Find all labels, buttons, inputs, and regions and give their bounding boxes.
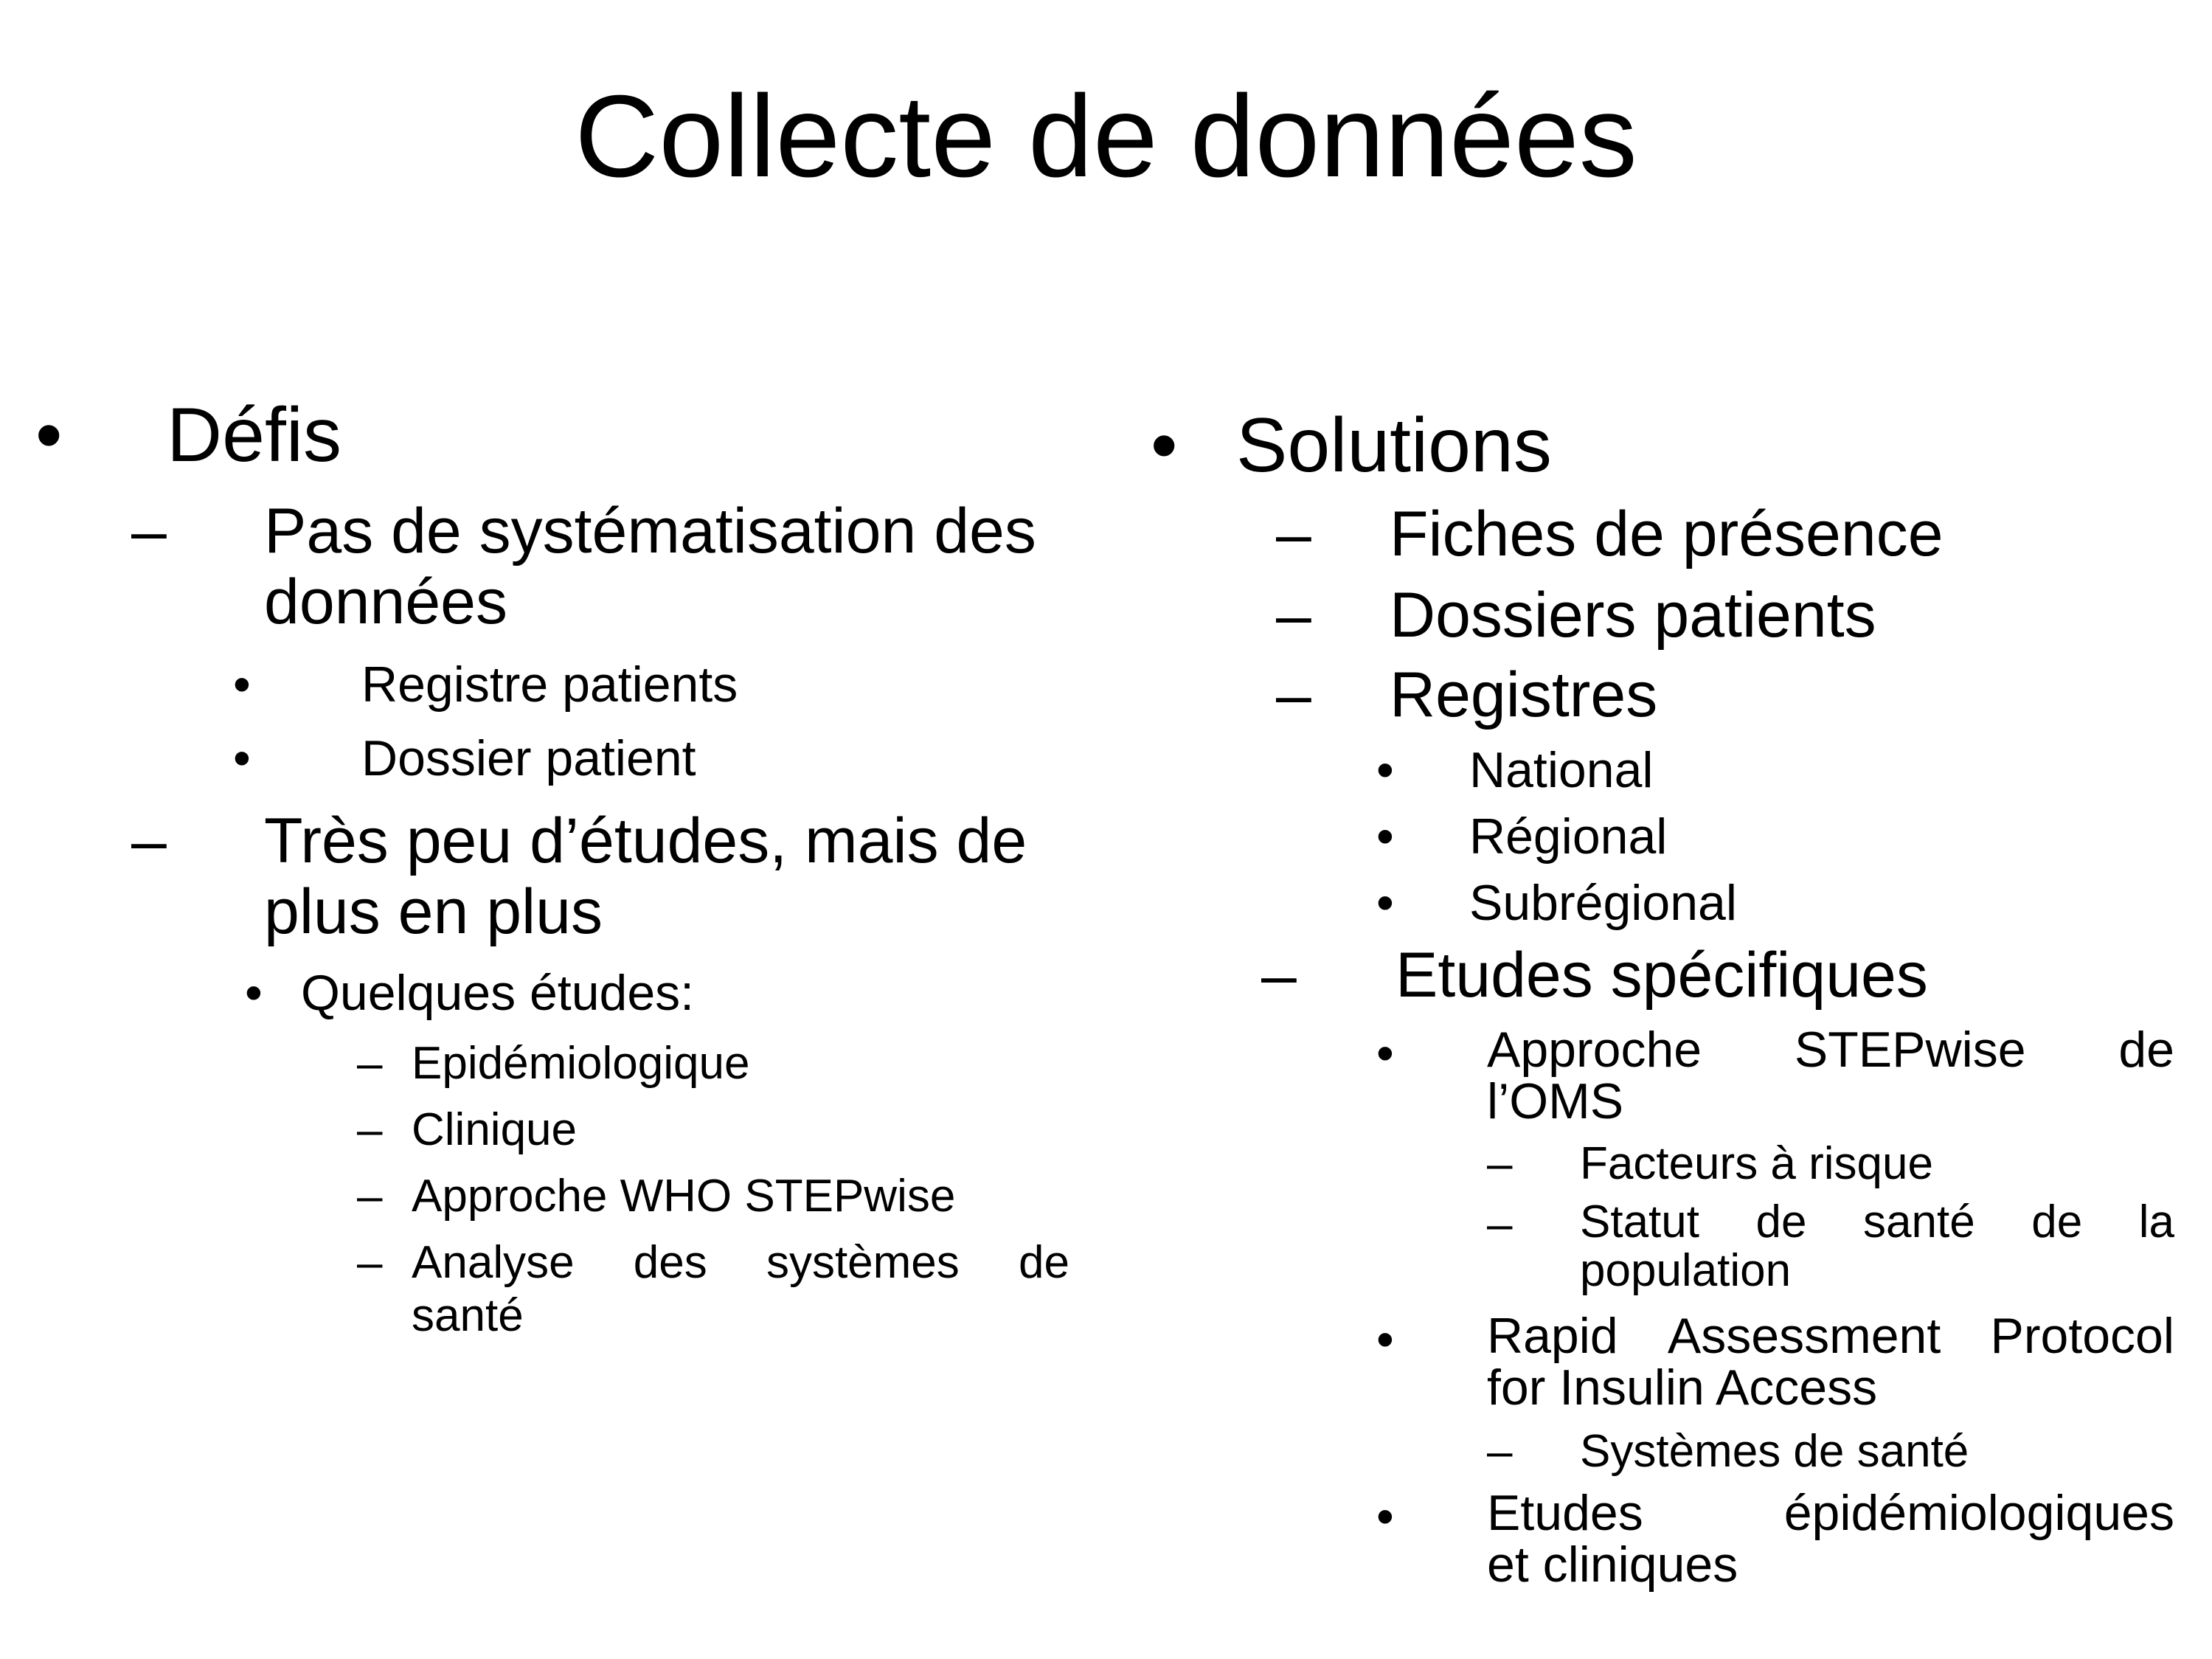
word: Analyse [412, 1237, 575, 1288]
bullet: • [1376, 1025, 1394, 1081]
dash: – [131, 806, 167, 876]
word: Statut [1580, 1196, 1699, 1247]
defi-2-line2: plus en plus [264, 876, 603, 947]
word: Protocol [1990, 1308, 2174, 1364]
statut-sante-line1 [1580, 1198, 2174, 1247]
dash: – [1276, 499, 1311, 569]
etude-type-3: Approche WHO STEPwise [412, 1171, 956, 1222]
defi-1-line2: données [264, 567, 507, 637]
dash: – [131, 496, 167, 567]
systemes-sante: Systèmes de santé [1580, 1426, 1969, 1477]
dash: – [357, 1237, 383, 1288]
bullet: • [1376, 875, 1394, 931]
heading-solutions: Solutions [1236, 403, 1552, 488]
bullet: • [245, 965, 263, 1021]
etude-type-4-line1 [412, 1236, 1069, 1289]
word: de [2031, 1196, 2083, 1247]
stepwise-line1 [1487, 1024, 2174, 1076]
word: systèmes [766, 1237, 960, 1288]
bullet: • [1376, 742, 1394, 798]
word: STEPwise [1794, 1022, 2026, 1078]
word: épidémiologiques [1783, 1485, 2174, 1541]
registre-subregional: Subrégional [1469, 875, 1737, 931]
word: de [1755, 1196, 1807, 1247]
dash: – [357, 1038, 383, 1089]
word: Assessment [1667, 1308, 1941, 1364]
bullet: • [1376, 808, 1394, 865]
dash: – [1487, 1199, 1513, 1250]
etude-type-2: Clinique [412, 1104, 578, 1155]
word: Etudes [1487, 1485, 1643, 1541]
quelques-etudes: Quelques études: [301, 965, 695, 1021]
bullet: • [233, 657, 251, 713]
rapid-assessment-line1 [1487, 1310, 2174, 1362]
statut-sante-line2: population [1580, 1245, 1792, 1296]
solution-2: Dossiers patients [1390, 580, 1876, 651]
word: des [633, 1237, 707, 1288]
bullet: • [1376, 1312, 1394, 1368]
word: santé [1863, 1196, 1975, 1247]
dash: – [1487, 1426, 1513, 1477]
rapid-assessment-line2: for Insulin Access [1487, 1360, 1878, 1416]
dash: – [357, 1104, 383, 1155]
etudes-specifiques: Etudes spécifiques [1395, 940, 1928, 1011]
defi-2-line1: Très peu d’études, mais de [264, 806, 1027, 876]
registre-national: National [1469, 742, 1654, 798]
etude-type-1: Epidémiologique [412, 1038, 750, 1089]
solution-1: Fiches de présence [1390, 499, 1944, 569]
etude-type-4-line2: santé [412, 1290, 524, 1341]
word: Rapid [1487, 1308, 1618, 1364]
dash: – [1261, 940, 1297, 1011]
bullet: • [35, 392, 63, 478]
bullet: • [1151, 403, 1178, 488]
defi-1-sub-2: Dossier patient [361, 730, 696, 786]
registre-regional: Régional [1469, 808, 1668, 865]
slide-title: Collecte de données [575, 72, 1637, 201]
heading-defis: Défis [167, 392, 341, 478]
bullet: • [1376, 1489, 1394, 1545]
bullet: • [233, 730, 251, 786]
etudes-epi-line1 [1487, 1487, 2174, 1539]
word: de [1019, 1237, 1069, 1288]
solution-3: Registres [1390, 659, 1658, 730]
etudes-epi-line2: et cliniques [1487, 1537, 1738, 1593]
word: Approche [1487, 1022, 1702, 1078]
defi-1-sub-1: Registre patients [361, 657, 738, 713]
stepwise-line2: l’OMS [1487, 1073, 1624, 1129]
word: la [2138, 1196, 2174, 1247]
dash: – [357, 1171, 383, 1222]
dash: – [1276, 580, 1311, 651]
word: de [2118, 1022, 2174, 1078]
dash: – [1487, 1138, 1513, 1189]
facteurs-risque: Facteurs à risque [1580, 1138, 1933, 1189]
defi-1-line1: Pas de systématisation des [264, 496, 1036, 567]
dash: – [1276, 659, 1311, 730]
